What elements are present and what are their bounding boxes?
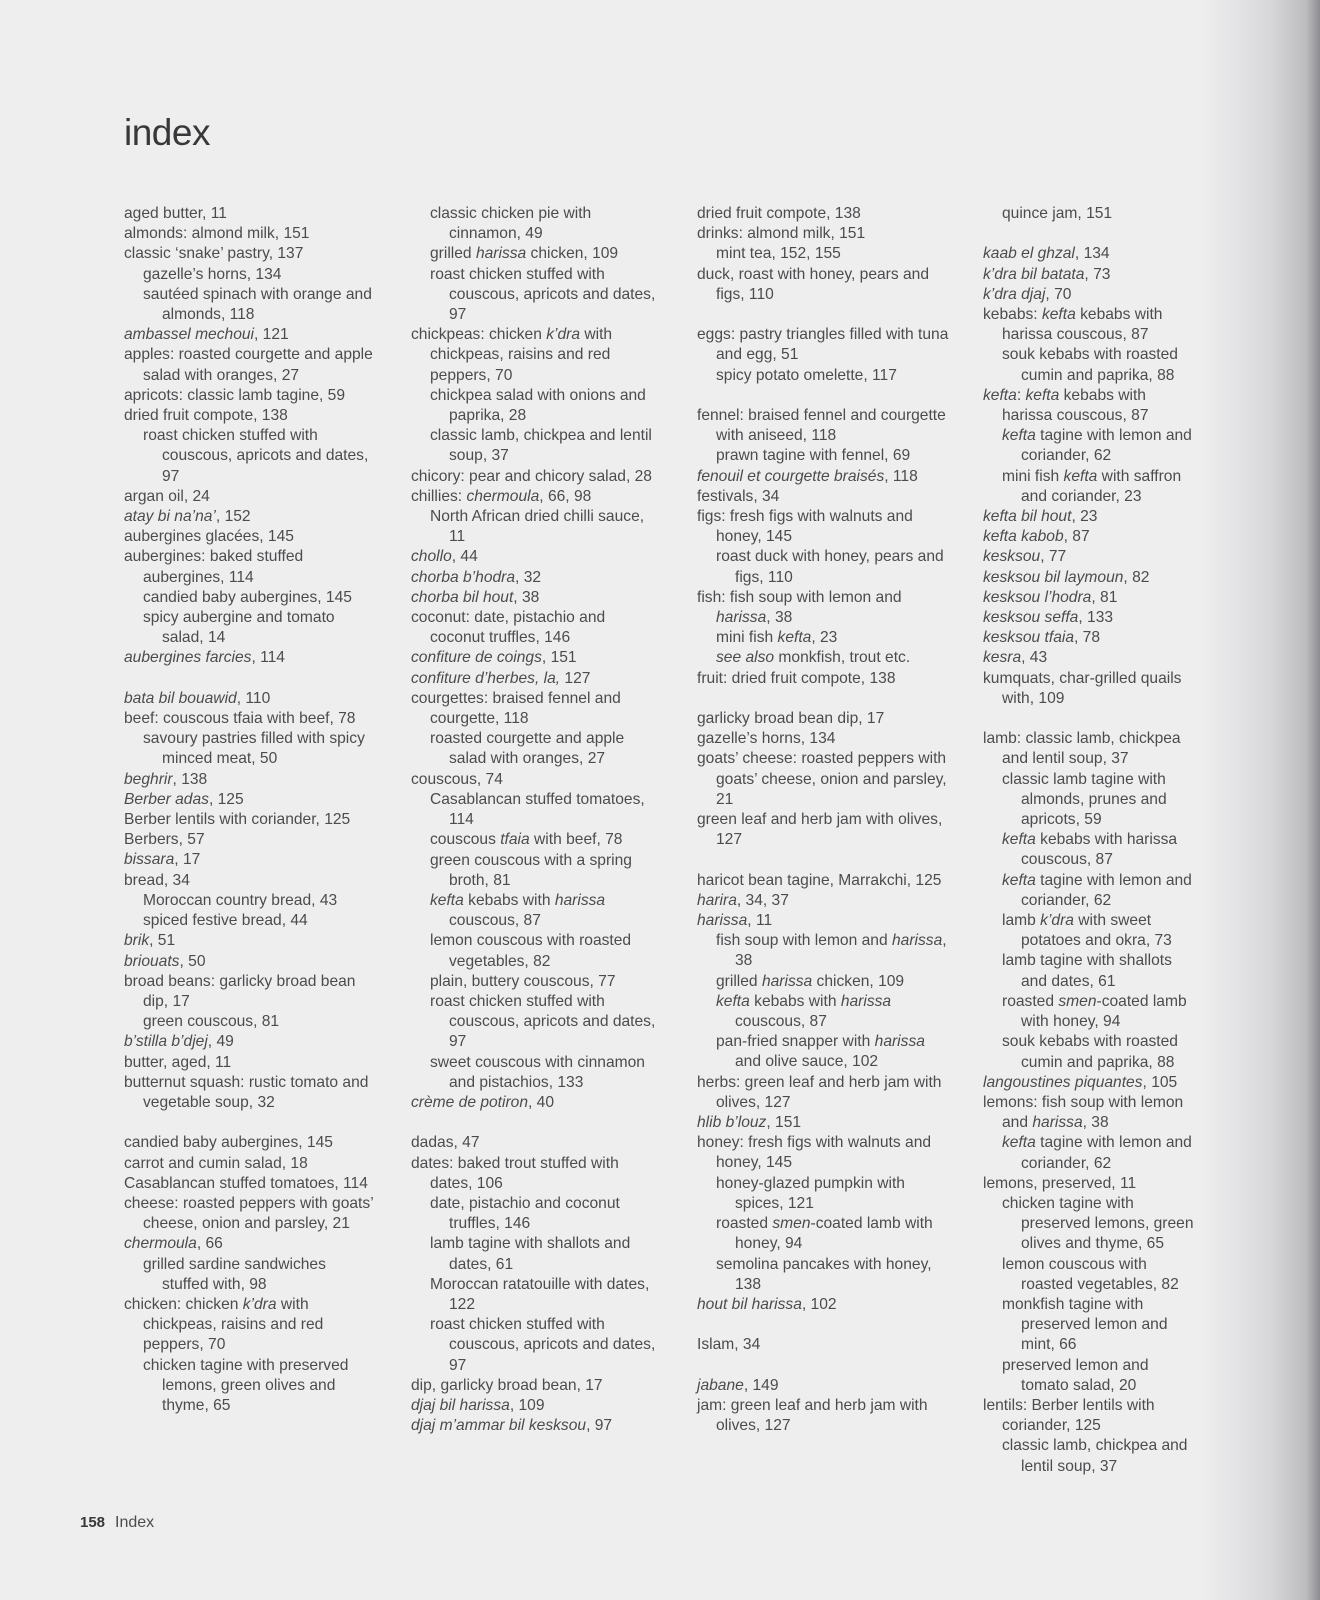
index-entry: kesksou seffa, 133 <box>983 609 1114 627</box>
index-entry: lentils: Berber lentils with coriander, 125 <box>983 1396 1155 1435</box>
index-entry: haricot bean tagine, Marrakchi, 125 <box>697 871 942 889</box>
index-entry: k’dra djaj, 70 <box>983 285 1072 303</box>
index-entry: djaj m’ammar bil kesksou, 97 <box>411 1417 613 1435</box>
index-subentry: chicken tagine with preserved lemons, green olives and thyme, 65 <box>1002 1194 1194 1253</box>
index-gap <box>411 1113 663 1133</box>
index-entry: drinks: almond milk, 151 <box>697 225 866 243</box>
index-gap <box>124 1113 374 1133</box>
index-entry: butternut squash: rustic tomato and vegetable soup, 32 <box>124 1073 369 1111</box>
index-entry: kesksou tfaia, 78 <box>983 629 1101 647</box>
index-entry: confiture de coings, 151 <box>411 649 577 667</box>
index-entry: aubergines: baked stuffed aubergines, 114 <box>124 548 304 586</box>
index-entry: chermoula, 66 <box>124 1235 223 1253</box>
index-subentry: green couscous with a spring broth, 81 <box>430 851 632 889</box>
index-entry: broad beans: garlicky broad bean dip, 17 <box>124 972 356 1010</box>
index-entry: beef: couscous tfaia with beef, 78 <box>124 710 356 728</box>
index-entry: Casablancan stuffed tomatoes, 114 <box>124 1174 368 1192</box>
index-entry: courgettes: braised fennel and courgette, 118 <box>411 689 621 728</box>
index-entry: brik, 51 <box>124 932 176 950</box>
index-subentry: kefta tagine with lemon and coriander, 62 <box>1002 1134 1192 1172</box>
index-entry: butter, aged, 11 <box>124 1053 232 1071</box>
index-entry: Islam, 34 <box>697 1336 761 1354</box>
index-entry: chorba bil hout, 38 <box>411 588 540 606</box>
index-entry: briouats, 50 <box>124 952 206 970</box>
index-entry: bread, 34 <box>124 871 190 889</box>
index-subentry: spiced festive bread, 44 <box>143 912 308 930</box>
index-entry: aged butter, 11 <box>124 205 227 222</box>
index-subentry: souk kebabs with roasted cumin and paprika, 88 <box>1002 346 1178 384</box>
index-column-2 <box>411 204 663 1436</box>
index-subentry: souk kebabs with roasted cumin and paprika, 88 <box>1002 1033 1178 1071</box>
index-entry: lamb: classic lamb, chickpea and lentil soup, 37 <box>983 730 1181 768</box>
index-subentry: classic chicken pie with cinnamon, 49 <box>430 205 592 243</box>
index-entry: fruit: dried fruit compote, 138 <box>697 669 896 687</box>
index-subentry: North African dried chilli sauce, 11 <box>430 508 645 546</box>
index-entry: gazelle’s horns, 134 <box>697 730 836 748</box>
index-entry: kefta kabob, 87 <box>983 528 1090 546</box>
index-entry: bissara, 17 <box>124 851 201 869</box>
index-entry: kebabs: kefta kebabs with harissa couscous, 87 <box>983 306 1163 344</box>
index-entry: apricots: classic lamb tagine, 59 <box>124 386 346 404</box>
index-subentry: spicy aubergine and tomato salad, 14 <box>143 609 335 647</box>
page-number: 158 <box>80 1514 106 1531</box>
index-entry: kesksou l’hodra, 81 <box>983 588 1118 606</box>
index-entry: chillies: chermoula, 66, 98 <box>411 487 592 505</box>
index-entry: beghrir, 138 <box>124 770 208 788</box>
index-subentry: grilled sardine sandwiches stuffed with, 98 <box>143 1255 326 1293</box>
index-gap <box>697 850 949 870</box>
index-subentry: spicy potato omelette, 117 <box>716 366 897 384</box>
index-entry: cheese: roasted peppers with goats’ cheese, onion and parsley, 21 <box>124 1194 374 1233</box>
index-subentry: honey-glazed pumpkin with spices, 121 <box>716 1174 905 1212</box>
index-entry: chicory: pear and chicory salad, 28 <box>411 467 652 485</box>
index-entry: hout bil harissa, 102 <box>697 1295 837 1313</box>
index-entry: goats’ cheese: roasted peppers with goats’ cheese, onion and parsley, 21 <box>697 750 947 808</box>
index-entry: kesksou bil laymoun, 82 <box>983 568 1150 586</box>
index-entry: kefta: kefta kebabs with harissa couscous, 87 <box>983 386 1149 425</box>
index-gap <box>124 669 374 689</box>
index-subentry: green couscous, 81 <box>143 1013 280 1031</box>
index-entry: herbs: green leaf and herb jam with olives, 127 <box>697 1073 942 1111</box>
index-entry: lemons, preserved, 11 <box>983 1174 1137 1192</box>
index-entry: jam: green leaf and herb jam with olives, 127 <box>697 1396 928 1435</box>
index-subentry: roast duck with honey, pears and figs, 110 <box>716 548 944 586</box>
index-subentry: lamb tagine with shallots and dates, 61 <box>1002 952 1172 990</box>
index-entry: honey: fresh figs with walnuts and honey, 145 <box>697 1134 932 1172</box>
index-entry: kumquats, char-grilled quails with, 109 <box>983 669 1182 707</box>
index-entry: chorba b’hodra, 32 <box>411 568 542 586</box>
index-entry: lemons: fish soup with lemon and harissa, 38 <box>983 1093 1184 1132</box>
index-subentry: savoury pastries filled with spicy minced meat, 50 <box>143 730 365 768</box>
index-subentry: lamb k’dra with sweet potatoes and okra, 73 <box>1002 912 1172 950</box>
index-entry: crème de potiron, 40 <box>411 1093 555 1111</box>
index-subentry: Moroccan country bread, 43 <box>143 891 338 909</box>
index-entry: jabane, 149 <box>697 1376 779 1394</box>
index-entry: almonds: almond milk, 151 <box>124 225 310 243</box>
index-entry: dadas, 47 <box>411 1134 480 1152</box>
index-entry: garlicky broad bean dip, 17 <box>697 710 885 728</box>
index-entry: dried fruit compote, 138 <box>697 205 861 222</box>
index-entry: aubergines glacées, 145 <box>124 528 294 546</box>
index-entry: dip, garlicky broad bean, 17 <box>411 1376 603 1394</box>
page-edge-shadow <box>1200 0 1320 1600</box>
index-subentry: roast chicken stuffed with couscous, apricots and dates, 97 <box>143 427 369 485</box>
index-entry: couscous, 74 <box>411 770 503 788</box>
index-subentry: semolina pancakes with honey, 138 <box>716 1255 932 1293</box>
index-gap <box>983 709 1198 729</box>
index-subentry: sweet couscous with cinnamon and pistachios, 133 <box>430 1053 645 1091</box>
index-entry: Berber adas, 125 <box>124 790 244 808</box>
index-entry: kesksou, 77 <box>983 548 1067 566</box>
index-subentry: chickpea salad with onions and paprika, 28 <box>430 386 646 425</box>
index-entry: chickpeas: chicken k’dra with chickpeas, raisins and red peppers, 70 <box>411 326 613 384</box>
index-subentry: lemon couscous with roasted vegetables, 82 <box>1002 1255 1179 1293</box>
index-subentry: date, pistachio and coconut truffles, 146 <box>430 1194 620 1233</box>
page-title: index <box>124 112 210 153</box>
index-gap <box>697 305 949 325</box>
index-subentry: grilled harissa chicken, 109 <box>430 245 619 263</box>
index-entry: aubergines farcies, 114 <box>124 649 285 667</box>
index-subentry: roasted smen-coated lamb with honey, 94 <box>716 1215 933 1253</box>
index-subentry: mini fish kefta, 23 <box>716 629 838 647</box>
index-entry: dates: baked trout stuffed with dates, 106 <box>411 1154 619 1192</box>
index-entry: djaj bil harissa, 109 <box>411 1396 545 1414</box>
index-entry: chicken: chicken k’dra with chickpeas, raisins and red peppers, 70 <box>124 1295 324 1354</box>
index-subentry: Casablancan stuffed tomatoes, 114 <box>430 790 645 829</box>
index-entry: argan oil, 24 <box>124 487 210 505</box>
index-column-1 <box>124 204 374 1416</box>
index-subentry: plain, buttery couscous, 77 <box>430 972 616 990</box>
index-subentry: prawn tagine with fennel, 69 <box>716 447 911 465</box>
index-entry: ambassel mechoui, 121 <box>124 326 289 344</box>
index-entry: green leaf and herb jam with olives, 127 <box>697 811 943 849</box>
index-gap <box>697 386 949 406</box>
index-gap <box>697 1315 949 1335</box>
index-entry: atay bi na’na’, 152 <box>124 508 251 526</box>
index-entry: fish: fish soup with lemon and harissa, 38 <box>697 588 902 627</box>
index-subentry: lamb tagine with shallots and dates, 61 <box>430 1235 631 1273</box>
index-subentry: Moroccan ratatouille with dates, 122 <box>430 1275 650 1313</box>
index-subentry: see also monkfish, trout etc. <box>716 649 911 667</box>
index-entry: bata bil bouawid, 110 <box>124 689 271 707</box>
index-subentry: roast chicken stuffed with couscous, apricots and dates, 97 <box>430 265 656 324</box>
index-subentry: classic lamb, chickpea and lentil soup, 37 <box>1002 1437 1188 1475</box>
index-entry: figs: fresh figs with walnuts and honey, 145 <box>697 508 913 546</box>
index-entry: b’stilla b’djej, 49 <box>124 1033 234 1051</box>
index-entry: classic ‘snake’ pastry, 137 <box>124 245 304 263</box>
index-entry: Berbers, 57 <box>124 831 205 849</box>
index-entry: candied baby aubergines, 145 <box>124 1134 333 1152</box>
index-entry: chollo, 44 <box>411 548 478 566</box>
running-title: Index <box>115 1514 155 1531</box>
index-gap <box>697 689 949 709</box>
index-gap <box>697 1356 949 1376</box>
index-subentry: pan-fried snapper with harissa and olive sauce, 102 <box>716 1033 925 1071</box>
index-entry: coconut: date, pistachio and coconut truffles, 146 <box>411 609 606 647</box>
index-subentry: kefta kebabs with harissa couscous, 87 <box>1002 831 1178 869</box>
index-subentry: roast chicken stuffed with couscous, apricots and dates, 97 <box>430 992 656 1051</box>
index-entry: confiture d’herbes, la, 127 <box>411 669 591 687</box>
index-subentry: mint tea, 152, 155 <box>716 245 841 263</box>
page-footer <box>80 1514 154 1532</box>
index-entry: kesra, 43 <box>983 649 1048 667</box>
index-entry: dried fruit compote, 138 <box>124 407 288 425</box>
index-subentry: preserved lemon and tomato salad, 20 <box>1002 1356 1149 1394</box>
index-subentry: classic lamb tagine with almonds, prunes and apricots, 59 <box>1002 770 1167 829</box>
index-subentry: grilled harissa chicken, 109 <box>716 972 905 990</box>
index-subentry: kefta kebabs with harissa couscous, 87 <box>716 992 892 1031</box>
index-subentry: fish soup with lemon and harissa, 38 <box>716 932 947 970</box>
index-subentry: couscous tfaia with beef, 78 <box>430 831 623 849</box>
index-entry: fennel: braised fennel and courgette with aniseed, 118 <box>697 407 946 445</box>
index-subentry: mini fish kefta with saffron and coriander, 23 <box>1002 467 1182 505</box>
index-gap <box>983 224 1198 244</box>
index-subentry: kefta tagine with lemon and coriander, 62 <box>1002 427 1192 465</box>
index-column-4 <box>983 204 1198 1477</box>
index-subentry: monkfish tagine with preserved lemon and mint, 66 <box>1002 1295 1168 1354</box>
index-subentry: sautéed spinach with orange and almonds, 118 <box>143 285 372 324</box>
index-subentry: kefta tagine with lemon and coriander, 62 <box>1002 871 1192 909</box>
index-subentry: lemon couscous with roasted vegetables, 82 <box>430 932 632 970</box>
index-entry: hlib b’louz, 151 <box>697 1114 802 1132</box>
index-entry: Berber lentils with coriander, 125 <box>124 811 351 829</box>
index-entry: kaab el ghzal, 134 <box>983 245 1110 263</box>
index-subentry: quince jam, 151 <box>1002 205 1113 222</box>
index-subentry: roasted courgette and apple salad with oranges, 27 <box>430 730 625 768</box>
index-subentry: classic lamb, chickpea and lentil soup, 37 <box>430 427 652 465</box>
index-entry: fenouil et courgette braisés, 118 <box>697 467 918 485</box>
index-entry: carrot and cumin salad, 18 <box>124 1154 308 1172</box>
index-entry: duck, roast with honey, pears and figs, 110 <box>697 265 930 303</box>
index-subentry: kefta kebabs with harissa couscous, 87 <box>430 891 606 930</box>
index-entry: harira, 34, 37 <box>697 891 789 909</box>
index-column-3 <box>697 204 949 1436</box>
index-subentry: roasted smen-coated lamb with honey, 94 <box>1002 992 1187 1031</box>
index-entry: langoustines piquantes, 105 <box>983 1073 1178 1091</box>
index-subentry: candied baby aubergines, 145 <box>143 588 352 606</box>
index-subentry: roast chicken stuffed with couscous, apricots and dates, 97 <box>430 1316 656 1374</box>
index-entry: harissa, 11 <box>697 912 773 930</box>
index-entry: eggs: pastry triangles filled with tuna and egg, 51 <box>697 326 949 364</box>
index-entry: apples: roasted courgette and apple salad with oranges, 27 <box>124 346 373 384</box>
index-entry: kefta bil hout, 23 <box>983 508 1098 526</box>
index-subentry: chicken tagine with preserved lemons, green olives and thyme, 65 <box>143 1356 349 1414</box>
index-entry: festivals, 34 <box>697 487 780 505</box>
index-subentry: gazelle’s horns, 134 <box>143 265 282 283</box>
index-entry: k’dra bil batata, 73 <box>983 265 1111 283</box>
